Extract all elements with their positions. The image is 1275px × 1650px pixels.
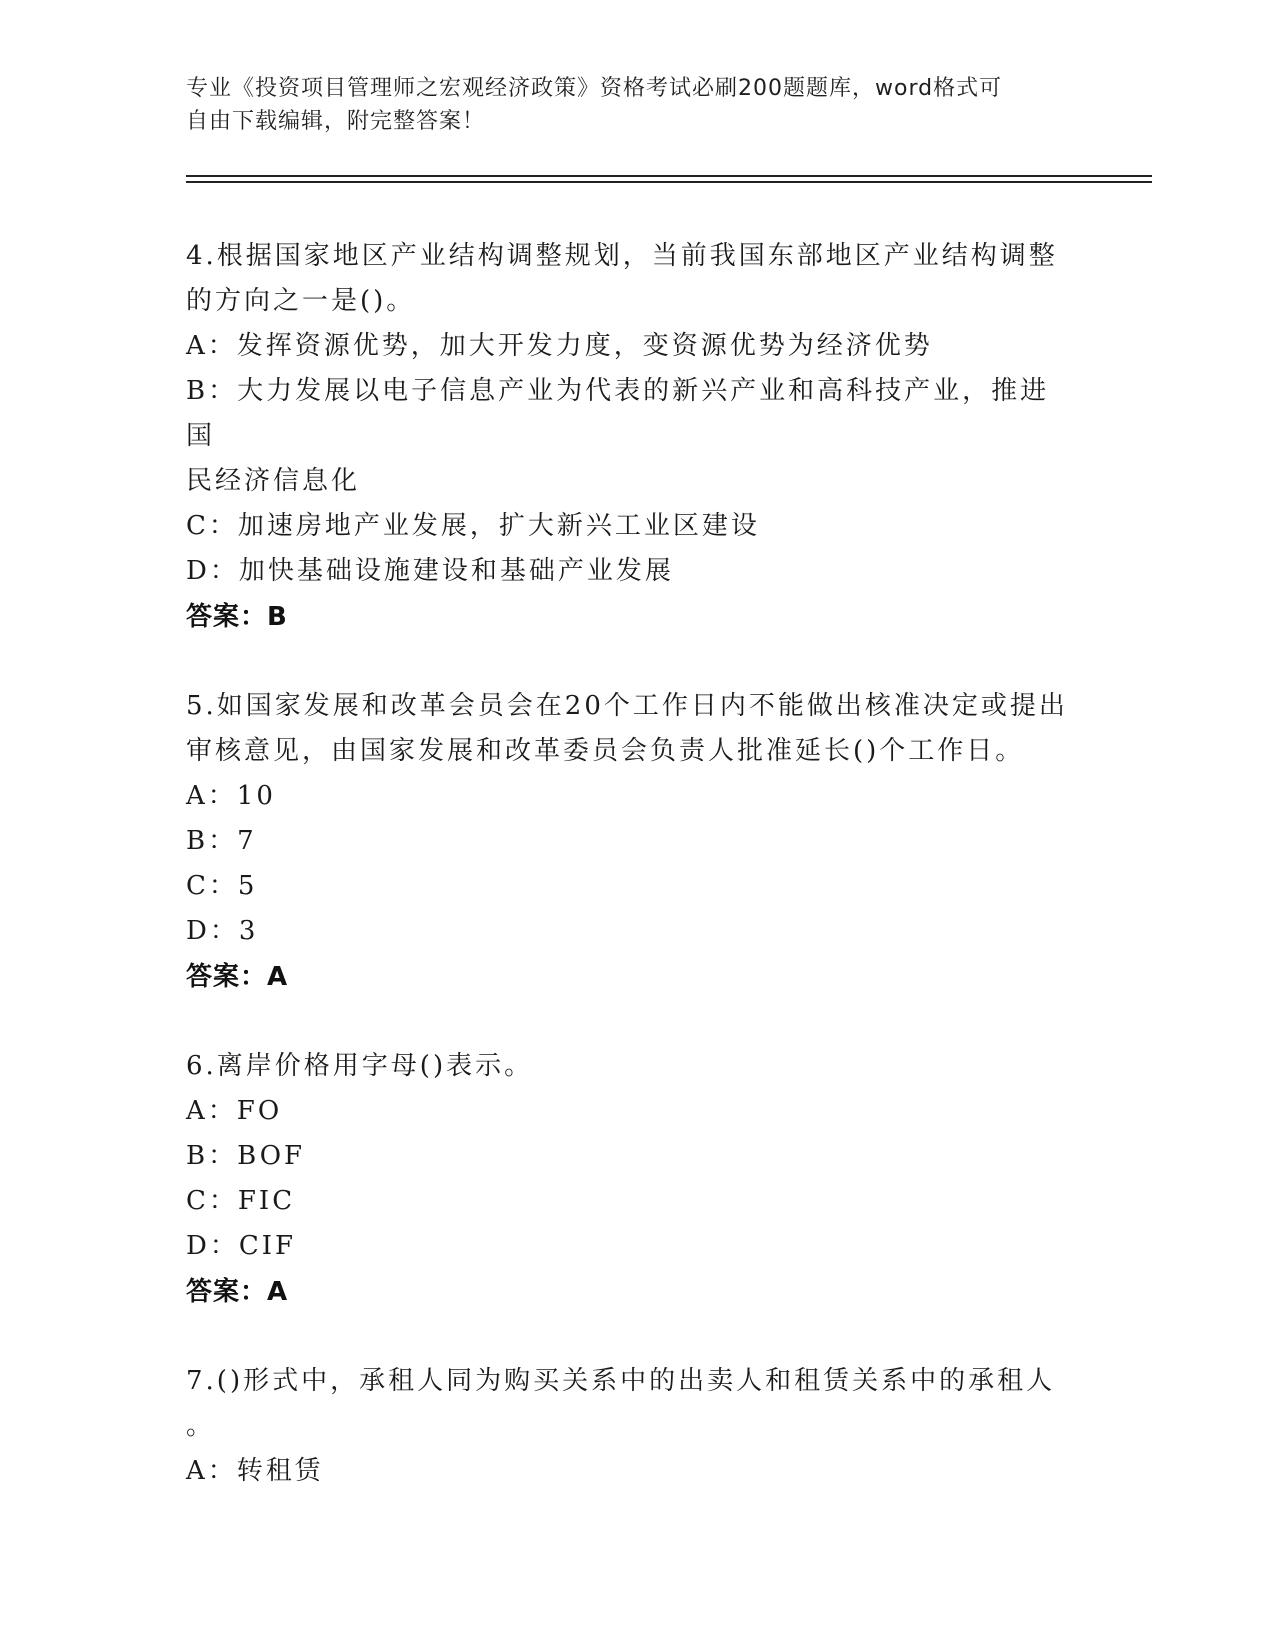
question-item (186, 684, 1076, 1000)
question-text-line: 的方向之一是()。 (186, 286, 416, 316)
option-d (186, 549, 1076, 594)
question-item (186, 1044, 1076, 1315)
option-b: B：7 (186, 826, 257, 856)
answer-label: 答案：A (186, 1277, 289, 1307)
question-item (186, 1359, 1076, 1494)
option-line: 民经济信息化 (186, 466, 361, 496)
option-c: C：5 (186, 871, 258, 901)
question-text-line: 5.如国家发展和改革会员会在20个工作日内不能做出核准决定或提出 (186, 691, 1068, 721)
option-line: A：发挥资源优势，加大开发力度，变资源优势为经济优势 (186, 331, 933, 361)
option-a: A：10 (186, 781, 276, 811)
header-line-1: 专业《投资项目管理师之宏观经济政策》资格考试必刷200题题库，word格式可 (186, 76, 1003, 101)
answer-label: 答案：B (186, 602, 288, 632)
option-line: D：加快基础设施建设和基础产业发展 (186, 556, 674, 586)
option-c: C：FIC (186, 1186, 296, 1216)
option-line: C：加速房地产业发展，扩大新兴工业区建设 (186, 511, 760, 541)
option-b: B：BOF (186, 1141, 306, 1171)
option-c (186, 504, 1076, 549)
header-line-2: 自由下载编辑，附完整答案！ (186, 109, 486, 134)
option-a (186, 324, 1076, 369)
question-text-line: 4.根据国家地区产业结构调整规划，当前我国东部地区产业结构调整 (186, 241, 1058, 271)
question-list (186, 234, 1076, 1538)
question-text-line: 审核意见，由国家发展和改革委员会负责人批准延长()个工作日。 (186, 736, 1025, 766)
option-d: D：CIF (186, 1231, 297, 1261)
question-text (186, 684, 1076, 774)
question-text-line: 7.()形式中，承租人同为购买关系中的出卖人和租赁关系中的承租人 (186, 1366, 1056, 1396)
header-divider-top (186, 175, 1152, 177)
question-item (186, 234, 1076, 640)
option-d: D：3 (186, 916, 259, 946)
document-header (186, 72, 1076, 138)
question-text (186, 234, 1076, 324)
question-text (186, 1044, 1076, 1089)
question-text-line: 6.离岸价格用字母()表示。 (186, 1051, 534, 1081)
option-a: A：转租赁 (186, 1456, 324, 1486)
option-line: B：大力发展以电子信息产业为代表的新兴产业和高科技产业，推进国 (186, 376, 1050, 451)
answer-label: 答案：A (186, 962, 289, 992)
header-divider-bottom (186, 181, 1152, 183)
option-a: A：FO (186, 1096, 283, 1126)
question-text (186, 1359, 1076, 1449)
question-text-line: 。 (186, 1411, 216, 1441)
option-b (186, 369, 1076, 504)
